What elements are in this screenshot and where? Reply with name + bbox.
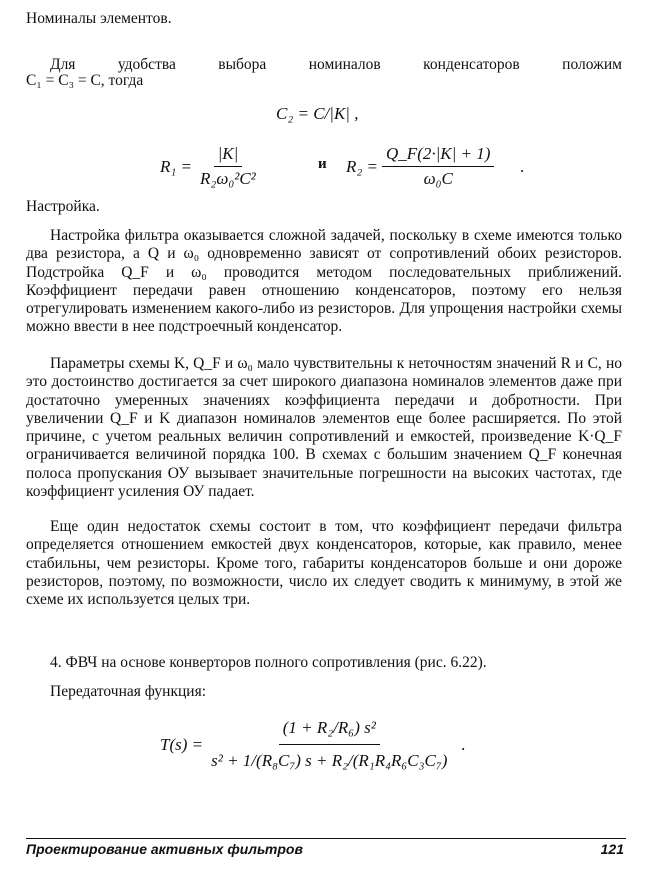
eq-r2-tail: . [520,156,525,176]
footer-title: Проектирование активных фильтров [26,841,303,857]
transfer-function-label: Передаточная функция: [50,683,207,700]
intro-line-2: C₁ = C₃ = C, тогда [26,72,144,89]
eq-r2-denominator: ω₀C [423,169,453,188]
footer-rule [26,838,626,839]
eq-t-lhs: T(s) = [160,734,204,754]
intro-word: удобства [117,56,176,73]
tuning-heading: Настройка. [26,198,100,215]
intro-word: конденсаторов [423,56,520,73]
eq-t-fraction [207,718,451,771]
eq-t-tail: . [461,734,466,754]
paragraph-drawbacks: Еще один недостаток схемы состоит в том, что коэффициент передачи фильтра определяется отношением емкостей двух конденсаторов, которые, как правило, менее стабильны, чем резисторы. Кроме того, габариты конденсаторов больше и они дороже резисторов, поэтому, по возможности, число их следует сводить к минимуму, в этой же схеме их используется целых три. [26,518,622,609]
eq-t-numerator: (1 + R₂/R₆) s² [279,718,380,745]
item-4-heading: 4. ФВЧ на основе конверторов полного сопротивления (рис. 6.22). [50,654,487,671]
intro-word: выбора [218,56,267,73]
paragraph-parameters: Параметры схемы K, Q_F и ω₀ мало чувствительны к неточностям значений R и C, но это достоинство достигается за счет широкого диапазона номиналов элементов даже при достаточно умеренных значениях коэффициента передачи и добротности. При увеличении Q_F и K диапазон номиналов элементов еще более расширяется. По этой причине, с учетом реальных величин сопротивлений и емкостей, произведение K·Q_F ограничивается величиной порядка 100. В схемах с большим значением Q_F конечная полоса пропускания ОУ вызывает значительные погрешности на высоких частотах, где коэффициент усиления ОУ падает. [26,355,622,501]
page-number: 121 [600,841,624,857]
intro-word: Для [50,56,76,73]
equation-transfer [160,718,466,771]
equation-c2: C₂ = C/|K| , [276,104,359,123]
eq-r1-lhs: R₁ = [160,156,193,176]
equation-and: и [318,156,327,172]
eq-r1-fraction [196,144,260,189]
equation-r1 [160,144,264,189]
eq-r1-numerator: |K| [214,144,243,167]
eq-r2-numerator: Q_F(2·|K| + 1) [382,144,494,167]
intro-word: номиналов [308,56,381,73]
eq-r1-denominator: R₂ω₀²C² [200,169,256,188]
intro-word: положим [562,56,622,73]
equation-r2 [346,144,525,189]
eq-t-denominator: s² + 1/(R₈C₇) s + R₂/(R₁R₄R₆C₃C₇) [211,751,448,770]
eq-r2-fraction [382,144,494,189]
eq-r2-lhs: R₂ = [346,156,379,176]
section-heading: Номиналы элементов. [26,10,172,27]
paragraph-tuning: Настройка фильтра оказывается сложной задачей, поскольку в схеме имеются только два резистора, а Q и ω₀ одновременно зависят от сопротивлений обоих резисторов. Подстройка Q_F и ω₀ проводится методом последовательных приближений. Коэффициент передачи равен отношению конденсаторов, поэтому его нельзя отрегулировать изменением какого-либо из резисторов. Для упрощения настройки схемы можно ввести в нее подстроечный конденсатор. [26,227,622,336]
